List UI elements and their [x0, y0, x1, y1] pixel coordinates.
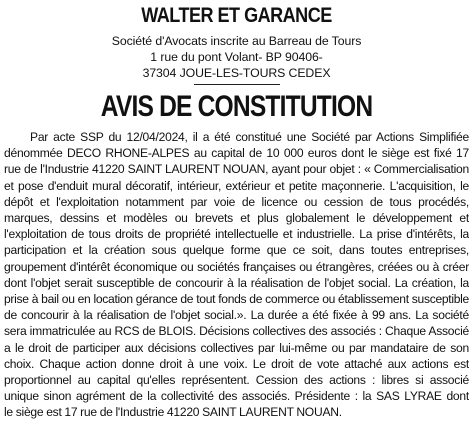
firm-street-address: 1 rue du pont Volant- BP 90406- [150, 50, 323, 64]
notice-line: et pose d'enduit mural décoratif, intérieur, extérieur et petite maçonnerie. L'acquisition, le [4, 178, 469, 193]
notice-line: proportionnel au capital qu'elles représentent. Cession des actions : libres si associé [4, 373, 469, 388]
firm-description: Société d'Avocats inscrite au Barreau de Tours [111, 34, 362, 48]
notice-line: dont l'objet serait susceptible de concourir à la réalisation de l'objet social. La création, la [4, 275, 469, 290]
notice-line: a le droit de participer aux décisions collectives par lui-même ou par mandataire de son [4, 340, 469, 355]
notice-line: le siège est 17 rue de l'Industrie 41220 SAINT LAURENT NOUAN. [4, 405, 342, 420]
notice-line: groupement d'intérêt économique ou sociétés françaises ou étrangères, créées ou à créer [4, 259, 469, 274]
header-divider [194, 84, 280, 85]
notice-line: choix. Chaque action donne droit à une voix. Le droit de vote attaché aux actions est [4, 356, 469, 371]
firm-address-block [4, 33, 469, 81]
notice-title: AVIS DE CONSTITUTION [100, 90, 373, 123]
notice-line: unique sinon agrément de la collectivité des associés. Présidente : la SAS LYRAE dont [4, 389, 469, 404]
notice-line: de concourir à la réalisation de l'objet social.». La durée a été fixée à 99 ans. La société [4, 308, 469, 323]
notice-line: rue de l'Industrie 41220 SAINT LAURENT NOUAN, ayant pour objet : « Commercialisation [4, 162, 469, 177]
notice-line: prise à bail ou en location gérance de tout fonds de commerce ou établissement susceptible [4, 292, 469, 307]
firm-city-address: 37304 JOUE-LES-TOURS CEDEX [142, 66, 331, 80]
notice-line: marques, dessins et modèles ou brevets et plus globalement le développement et [4, 211, 469, 226]
firm-name: WALTER ET GARANCE [141, 4, 332, 27]
notice-line: Par acte SSP du 12/04/2024, il a été constitué une Société par Actions Simplifiée [30, 130, 469, 144]
notice-line: sera immatriculée au RCS de BLOIS. Décisions collectives des associés : Chaque Associé [4, 324, 469, 339]
notice-line: participation et la création sous quelque forme que ce soit, dans toutes entreprises, [4, 243, 469, 258]
notice-line: dépôt et l'exploitation notamment par voie de licence ou cession de tous procédés, [4, 194, 469, 209]
notice-line: dénommée DECO RHONE-ALPES au capital de 10 000 euros dont le siège est fixé 17 [4, 146, 469, 161]
notice-body [4, 129, 469, 421]
legal-notice [4, 0, 469, 421]
notice-line: l'exploitation de tous droits de propriété intellectuelle et industrielle. La prise d'intérêts, la [4, 227, 469, 242]
